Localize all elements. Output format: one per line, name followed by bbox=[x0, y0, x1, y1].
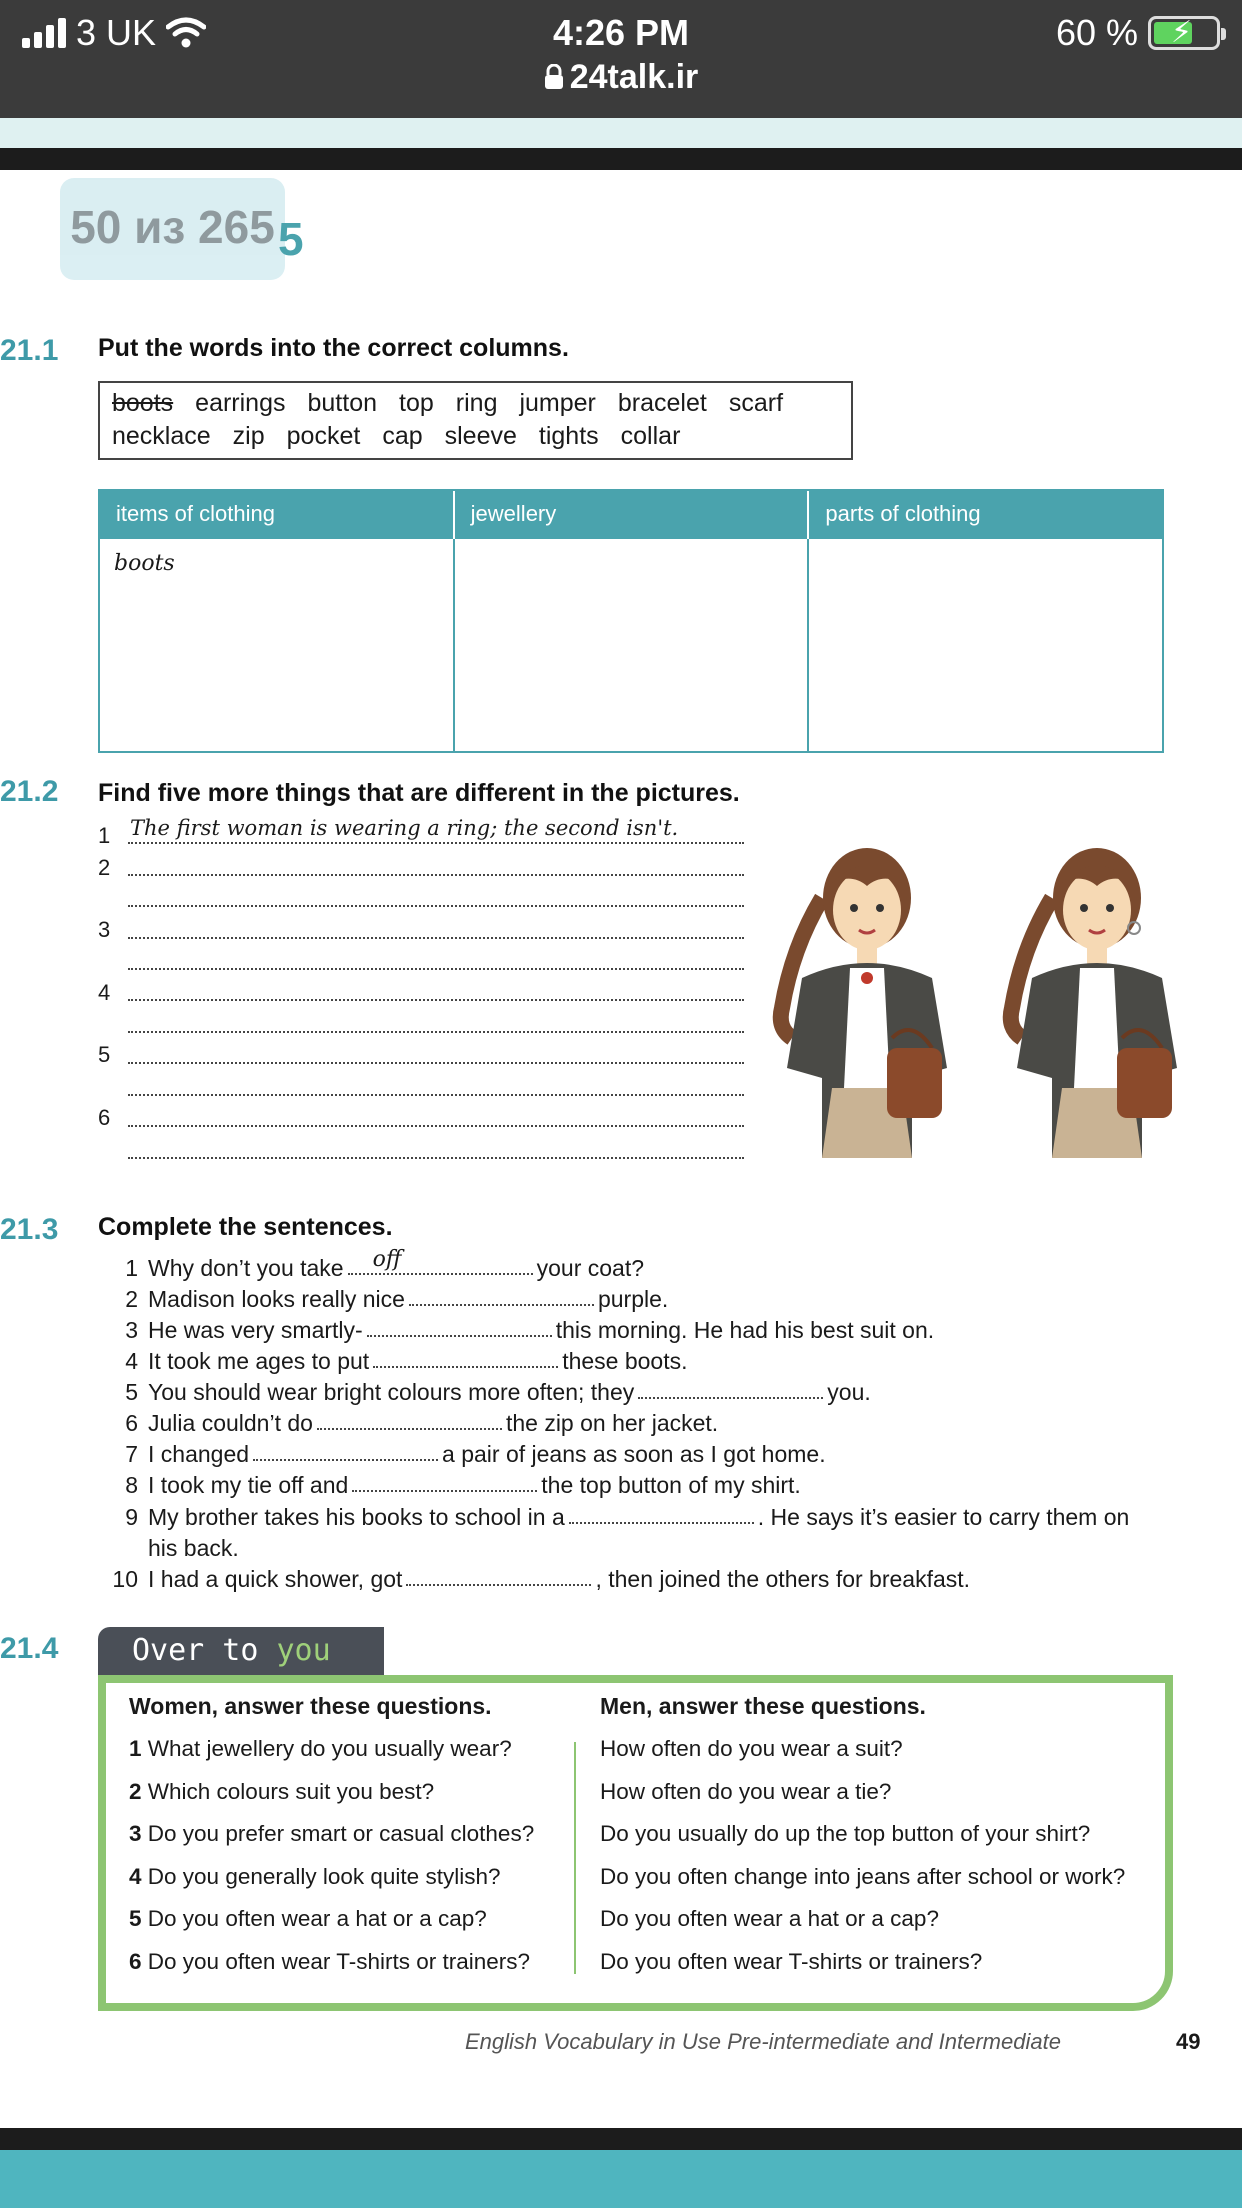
sentence bbox=[98, 1379, 871, 1406]
sentence bbox=[98, 1441, 826, 1468]
sentence-continuation bbox=[148, 1535, 239, 1562]
sentence-text: Julia couldn’t do bbox=[148, 1410, 313, 1436]
men-question: How often do you wear a tie? bbox=[600, 1779, 892, 1804]
men-question: Do you often wear T-shirts or trainers? bbox=[600, 1949, 983, 1974]
sentence-text: a pair of jeans as soon as I got home. bbox=[442, 1441, 826, 1467]
women-question: 3 Do you prefer smart or casual clothes? bbox=[129, 1821, 535, 1846]
exercise-title: Put the words into the correct columns. bbox=[98, 334, 569, 362]
sentence-number: 7 bbox=[125, 1441, 138, 1467]
exercise-title: Find five more things that are different in the pictures. bbox=[98, 779, 740, 807]
carrier-label: 3 UK bbox=[76, 12, 157, 53]
battery-icon: ⚡ bbox=[1148, 16, 1220, 50]
word: button bbox=[307, 389, 378, 417]
answer-line bbox=[128, 968, 744, 970]
next-page-preview bbox=[0, 2150, 1242, 2208]
url-bar[interactable] bbox=[0, 58, 1242, 97]
answer-line bbox=[128, 1031, 744, 1033]
sentence-text: I had a quick shower, got bbox=[148, 1566, 403, 1592]
word: ring bbox=[455, 389, 498, 417]
table-cell bbox=[455, 539, 810, 751]
answer-blank[interactable] bbox=[253, 1441, 438, 1461]
column-header: jewellery bbox=[455, 491, 810, 539]
status-bar bbox=[0, 0, 1242, 118]
over-to-you-tab bbox=[98, 1627, 384, 1675]
men-question: Do you often change into jeans after school or work? bbox=[600, 1864, 1126, 1889]
answer-line bbox=[128, 842, 744, 844]
battery-group bbox=[1056, 12, 1220, 54]
answer-line bbox=[128, 999, 744, 1001]
woman-illustration-2 bbox=[992, 838, 1202, 1168]
sentence-text: My brother takes his books to school in a bbox=[148, 1504, 565, 1530]
sentence-number: 10 bbox=[112, 1566, 138, 1592]
men-question: Do you often wear a hat or a cap? bbox=[600, 1906, 939, 1931]
column-header: parts of clothing bbox=[825, 501, 981, 526]
unit-heading-fragment: 5 bbox=[278, 213, 304, 265]
page-counter bbox=[60, 178, 285, 280]
column-header: items of clothing bbox=[100, 491, 455, 539]
men-question: How often do you wear a suit? bbox=[600, 1736, 903, 1761]
word: jumper bbox=[519, 389, 596, 417]
sentence-number: 5 bbox=[125, 1379, 138, 1405]
sentence-text: these boots. bbox=[562, 1348, 688, 1374]
sentence bbox=[98, 1566, 970, 1593]
exercise-number: 21.4 bbox=[0, 1632, 59, 1665]
word: zip bbox=[232, 422, 265, 450]
example-answer: The first woman is wearing a ring; the second isn't. bbox=[130, 816, 679, 840]
women-heading: Women, answer these questions. bbox=[129, 1693, 492, 1719]
sentence-text: I changed bbox=[148, 1441, 250, 1467]
word-row bbox=[112, 420, 839, 453]
sentence-text: purple. bbox=[597, 1286, 669, 1312]
columns-table bbox=[98, 489, 1164, 753]
tab-label: Over to bbox=[132, 1633, 277, 1668]
word: collar bbox=[620, 422, 681, 450]
tab-label-accent: you bbox=[276, 1633, 331, 1668]
sentence-text: Why don’t you take bbox=[148, 1255, 344, 1281]
women-question: 2 Which colours suit you best? bbox=[129, 1779, 435, 1804]
exercise-title: Complete the sentences. bbox=[98, 1213, 393, 1241]
word: earrings bbox=[195, 389, 286, 417]
line-number: 2 bbox=[98, 855, 111, 880]
sentence-text: your coat? bbox=[536, 1255, 645, 1281]
men-question: Do you usually do up the top button of your shirt? bbox=[600, 1821, 1091, 1846]
answer-blank[interactable] bbox=[406, 1566, 591, 1586]
page-number: 49 bbox=[1176, 2029, 1201, 2054]
word: bracelet bbox=[617, 389, 707, 417]
answer-blank[interactable] bbox=[409, 1286, 594, 1306]
sentence bbox=[98, 1286, 668, 1313]
table-header bbox=[100, 491, 1162, 539]
word: boots bbox=[112, 389, 174, 417]
toolbar-strip bbox=[0, 118, 1242, 148]
table-cell bbox=[809, 539, 1162, 751]
word: tights bbox=[538, 422, 599, 450]
word: cap bbox=[382, 422, 423, 450]
sentence-text: the top button of my shirt. bbox=[541, 1472, 801, 1498]
sentence bbox=[98, 1504, 1129, 1531]
word: sleeve bbox=[444, 422, 517, 450]
sentence-number: 6 bbox=[125, 1410, 138, 1436]
sentence-text: It took me ages to put bbox=[148, 1348, 370, 1374]
sentence-number: 3 bbox=[125, 1317, 138, 1343]
sentence-text: . He says it’s easier to carry them on bbox=[757, 1504, 1130, 1530]
sentence-number: 2 bbox=[125, 1286, 138, 1312]
answer-line bbox=[128, 1125, 744, 1127]
sentence-text: You should wear bright colours more often; they bbox=[148, 1379, 635, 1405]
word: scarf bbox=[728, 389, 784, 417]
word: pocket bbox=[286, 422, 361, 450]
table-body bbox=[100, 539, 1162, 751]
sentence-text: this morning. He had his best suit on. bbox=[555, 1317, 935, 1343]
answer-blank[interactable] bbox=[352, 1472, 537, 1492]
sentence-number: 9 bbox=[125, 1504, 138, 1530]
sentence-text: , then joined the others for breakfast. bbox=[595, 1566, 971, 1592]
exercise-number: 21.1 bbox=[0, 334, 59, 367]
exercise-number: 21.3 bbox=[0, 1213, 59, 1246]
answer-line bbox=[128, 905, 744, 907]
word-box bbox=[98, 381, 853, 460]
page-bottom-border bbox=[0, 2128, 1242, 2150]
answer-blank[interactable] bbox=[373, 1348, 558, 1368]
lock-icon bbox=[544, 64, 564, 90]
men-heading: Men, answer these questions. bbox=[600, 1693, 926, 1719]
handwritten-answer: off bbox=[372, 1247, 402, 1272]
answer-blank[interactable] bbox=[348, 1247, 533, 1275]
sentence-text: his back. bbox=[148, 1535, 239, 1561]
clock: 4:26 PM bbox=[552, 12, 690, 53]
sentence-text: He was very smartly- bbox=[148, 1317, 363, 1343]
sentence bbox=[98, 1472, 801, 1499]
answer-line bbox=[128, 874, 744, 876]
sentence-text: you. bbox=[827, 1379, 871, 1405]
word: top bbox=[399, 389, 434, 417]
answer-line bbox=[128, 1157, 744, 1159]
women-question: 4 Do you generally look quite stylish? bbox=[129, 1864, 501, 1889]
sentence bbox=[98, 1410, 718, 1437]
sentence bbox=[98, 1247, 645, 1282]
book-title: English Vocabulary in Use Pre-intermediate and Intermediate bbox=[465, 2029, 1061, 2054]
sentence-number: 8 bbox=[125, 1472, 138, 1498]
women-question: 6 Do you often wear T-shirts or trainers? bbox=[129, 1949, 531, 1974]
line-number: 4 bbox=[98, 980, 111, 1005]
sentence bbox=[98, 1317, 934, 1344]
answer-blank[interactable] bbox=[317, 1410, 502, 1430]
page-top-border bbox=[0, 148, 1242, 170]
sentence-number: 1 bbox=[125, 1255, 138, 1281]
battery-percent: 60 % bbox=[1055, 12, 1138, 53]
sentence-text: I took my tie off and bbox=[148, 1472, 349, 1498]
table-cell: boots bbox=[100, 539, 455, 751]
word-row bbox=[112, 387, 839, 420]
line-number: 3 bbox=[98, 917, 111, 942]
page-counter-text: 50 из 265 bbox=[70, 201, 275, 253]
line-number: 5 bbox=[98, 1042, 111, 1067]
sentence bbox=[98, 1348, 688, 1375]
women-question: 1 What jewellery do you usually wear? bbox=[129, 1736, 512, 1761]
url-text: 24talk.ir bbox=[569, 58, 699, 96]
answer-line bbox=[128, 937, 744, 939]
answer-blank[interactable] bbox=[367, 1317, 552, 1337]
answer-blank[interactable] bbox=[569, 1504, 754, 1524]
line-number: 1 bbox=[98, 823, 111, 848]
sentence-number: 4 bbox=[125, 1348, 138, 1374]
women-question: 5 Do you often wear a hat or a cap? bbox=[129, 1906, 487, 1931]
answer-line bbox=[128, 1094, 744, 1096]
column-divider bbox=[574, 1742, 576, 1974]
woman-illustration-1 bbox=[762, 838, 972, 1168]
line-number: 6 bbox=[98, 1105, 111, 1130]
answer-blank[interactable] bbox=[638, 1379, 823, 1399]
sentence-text: Madison looks really nice bbox=[148, 1286, 405, 1312]
exercise-number: 21.2 bbox=[0, 775, 59, 808]
word: necklace bbox=[112, 422, 211, 450]
sentence-text: the zip on her jacket. bbox=[505, 1410, 719, 1436]
answer-line bbox=[128, 1062, 744, 1064]
